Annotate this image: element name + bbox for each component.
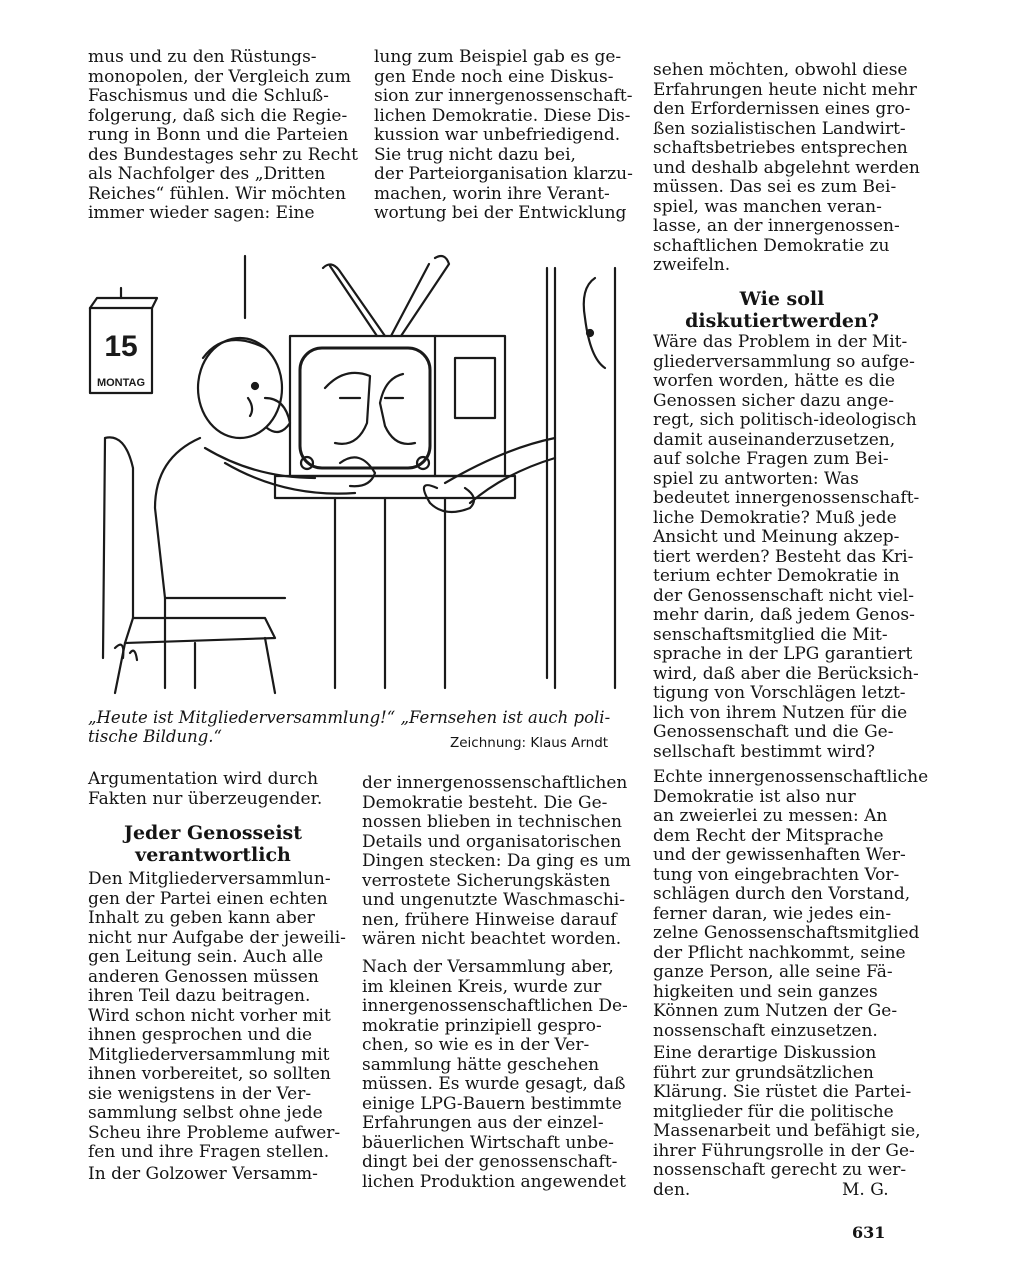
text-line: Mitgliederversammlung mit [88,1044,330,1065]
text-line: der Genossenschaft nicht viel- [653,585,914,606]
text-line: der Parteiorganisation klarzu- [374,164,633,184]
text-line: sie wenigstens in der Ver- [88,1083,312,1104]
text-line: Faschismus und die Schluß- [88,86,329,106]
text-line: Fakten nur überzeugender. [88,788,323,809]
text-line: schlägen durch den Vorstand, [653,884,911,904]
text-line: einige LPG-Bauern bestimmte [362,1093,622,1114]
text-line: mehr darin, daß jedem Genos- [653,605,915,625]
text-line: den. [653,1179,691,1200]
text-line: dem Recht der Mitsprache [653,825,884,846]
text-line: worfen worden, hätte es die [653,371,896,391]
column3-paragraph-4 [653,1043,921,1200]
text-line: Nach der Versammlung aber, [362,957,614,977]
text-line: gliederversammlung so aufge- [653,351,915,372]
text-line: nossenschaft einzusetzen. [653,1020,878,1041]
text-line: chen, so wie es in der Ver- [362,1035,590,1055]
text-line: müssen. Das sei es zum Bei- [653,177,897,197]
text-line: Scheu ihre Probleme aufwer- [88,1122,341,1143]
text-line: nicht nur Aufgabe der jeweili- [88,927,346,948]
text-line: mitglieder für die politische [653,1101,894,1122]
text-line: Wird schon nicht vorher mit [88,1005,331,1026]
text-line: Genossen sicher dazu ange- [653,390,895,411]
text-line: fen und ihre Fragen stellen. [88,1142,330,1162]
text-line: Details und organisatorischen [362,831,622,852]
illustration-credit: Zeichnung: Klaus Arndt [450,735,609,751]
text-line: lich von ihrem Nutzen für die [653,702,908,723]
text-line: bäuerlichen Wirtschaft unbe- [362,1132,614,1153]
text-line: Argumentation wird durch [88,769,319,789]
text-line: lasse, an der innergenossen- [653,216,900,236]
text-line: werden? [790,310,879,332]
text-line: nen, frühere Hinweise darauf [362,909,617,930]
text-line: lichen Produktion angewendet [362,1171,626,1192]
text-line: ihren Teil dazu beitragen. [88,986,311,1006]
column2-bottom-paragraph-1 [362,773,631,950]
text-line: machen, worin ihre Verant- [374,183,610,204]
column1-top-paragraph [88,47,358,224]
caption-line-2: tische Bildung.“ [88,727,222,746]
column1-bottom-paragraph-2 [88,869,346,1163]
text-line: auf solche Fragen zum Bei- [653,449,889,469]
text-line: müssen. Es wurde gesagt, daß [362,1074,626,1094]
text-line: Wäre das Problem in der Mit- [653,332,908,352]
text-line: dingt bei der genossenschaft- [362,1152,618,1172]
text-line: als Nachfolger des „Dritten [88,164,326,184]
text-line: der innergenossenschaftlichen [362,773,628,793]
text-line: regt, sich politisch-ideologisch [653,410,917,430]
text-line: senschaftsmitglied die Mit- [653,624,888,645]
author-signature: M. G. [842,1180,889,1200]
text-line: ihnen gesprochen und die [88,1025,313,1045]
text-line: ihnen vorbereitet, so sollten [88,1064,331,1084]
text-line: Inhalt zu geben kann aber [88,908,315,928]
text-line: Reiches“ fühlen. Wir möchten [88,183,346,204]
text-line: der Pflicht nachkommt, seine [653,942,906,963]
text-line: Dingen stecken: Da ging es um [362,851,631,871]
text-line: nossen blieben in technischen [362,812,622,832]
calendar-day-name: MONTAG [96,377,146,389]
text-line: spiel zu antworten: Was [653,468,859,489]
cartoon-tv-drawing [85,248,625,698]
text-line: higkeiten und sein ganzes [653,981,878,1002]
text-line: Erfahrungen heute nicht mehr [653,79,917,100]
text-line: sammlung hätte geschehen [362,1054,600,1075]
text-line: gen Ende noch eine Diskus- [374,66,614,87]
text-line: spiel, was manchen veran- [653,196,882,217]
section-heading-wie-soll-diskutiert [653,288,911,332]
text-line: kussion war unbefriedigend. [374,125,621,145]
text-line: wären nicht beachtet worden. [362,929,622,949]
text-line: bedeutet innergenossenschaft- [653,488,920,508]
text-line: ganze Person, alle seine Fä- [653,962,893,982]
text-line: ihrer Führungsrolle in der Ge- [653,1140,915,1161]
text-line: sammlung selbst ohne jede [88,1103,323,1123]
text-line: ferner daran, wie jedes ein- [653,903,892,924]
text-line: Massenarbeit und befähigt sie, [653,1121,921,1141]
cartoon-illustration [85,248,625,698]
text-line: im kleinen Kreis, wurde zur [362,976,602,997]
text-line: innergenossenschaftlichen De- [362,996,628,1016]
text-line: Sie trug nicht dazu bei, [374,144,576,165]
text-line: führt zur grundsätzlichen [653,1062,874,1083]
page-number: 631 [852,1223,886,1242]
text-line: rung in Bonn und die Parteien [88,125,349,145]
text-line: Demokratie ist also nur [653,786,856,807]
text-line: monopolen, der Vergleich zum [88,66,352,87]
text-line: tiert werden? Besteht das Kri- [653,546,914,567]
text-line: Ansicht und Meinung akzep- [653,527,900,547]
text-line: Klärung. Sie rüstet die Partei- [653,1082,912,1102]
text-line: In der Golzower Versamm- [88,1164,318,1184]
text-line: nossenschaft gerecht zu wer- [653,1160,907,1180]
text-line: mus und zu den Rüstungs- [88,47,317,67]
column1-bottom-paragraph-3 [88,1165,338,1185]
column3-paragraph-1 [653,60,920,276]
text-line: Demokratie besteht. Die Ge- [362,792,608,813]
text-line: sion zur innergenossenschaft- [374,86,633,106]
text-line: wortung bei der Entwicklung [374,203,627,223]
text-line: des Bundestages sehr zu Recht [88,144,358,165]
text-line: liche Demokratie? Muß jede [653,507,897,528]
text-line: und der gewissenhaften Wer- [653,845,906,865]
text-line: und ungenutzte Waschmaschi- [362,890,625,910]
text-line: zweifeln. [653,255,731,275]
text-line: immer wieder sagen: Eine [88,203,315,223]
text-line: Echte innergenossenschaftliche [653,767,929,787]
text-line: sprache in der LPG garantiert [653,644,913,664]
text-line: an zweierlei zu messen: An [653,806,888,826]
text-line: gen der Partei einen echten [88,888,328,909]
text-line: anderen Genossen müssen [88,966,319,987]
text-line: verrostete Sicherungskästen [362,870,611,891]
text-line: terium echter Demokratie in [653,566,900,586]
text-line: Eine derartige Diskussion [653,1043,877,1063]
text-line: lung zum Beispiel gab es ge- [374,47,622,67]
text-line: Wie soll diskutiert [685,288,825,332]
text-line: zelne Genossenschaftsmitglied [653,923,920,943]
text-line: und deshalb abgelehnt werden [653,157,920,178]
column1-bottom-paragraph-1 [88,770,338,809]
text-line: folgerung, daß sich die Regie- [88,105,348,126]
calendar-day-number: 15 [104,330,138,363]
text-line: schaftlichen Demokratie zu [653,235,890,256]
text-line: tigung von Vorschlägen letzt- [653,683,906,703]
text-line: mokratie prinzipiell gespro- [362,1015,602,1036]
text-line: Genossenschaft und die Ge- [653,722,894,742]
text-line: Jeder Genosse [123,822,276,844]
text-line: ist verantwortlich [135,822,303,866]
text-line: gen Leitung sein. Auch alle [88,947,324,967]
text-line: Können zum Nutzen der Ge- [653,1001,898,1021]
text-line: tung von eingebrachten Vor- [653,864,900,885]
text-line: Den Mitgliederversammlun- [88,869,331,889]
text-line: wird, daß aber die Berücksich- [653,663,919,684]
text-line: sellschaft bestimmt wird? [653,741,876,762]
text-line: den Erfordernissen eines gro- [653,99,911,119]
column3-paragraph-2 [653,332,920,762]
text-line: ßen sozialistischen Landwirt- [653,118,906,139]
text-line: lichen Demokratie. Diese Dis- [374,105,631,126]
text-line: schaftsbetriebes entsprechen [653,138,908,158]
column3-paragraph-3 [653,767,929,1041]
text-line: sehen möchten, obwohl diese [653,60,908,80]
section-heading-jeder-genosse [88,822,338,866]
column2-top-paragraph [374,47,633,224]
text-line: damit auseinanderzusetzen, [653,429,896,450]
text-line: Erfahrungen aus der einzel- [362,1113,604,1133]
column2-bottom-paragraph-2 [362,957,628,1192]
caption-line-1: „Heute ist Mitgliederversammlung!“ „Fernsehen ist auch poli- [88,708,611,727]
